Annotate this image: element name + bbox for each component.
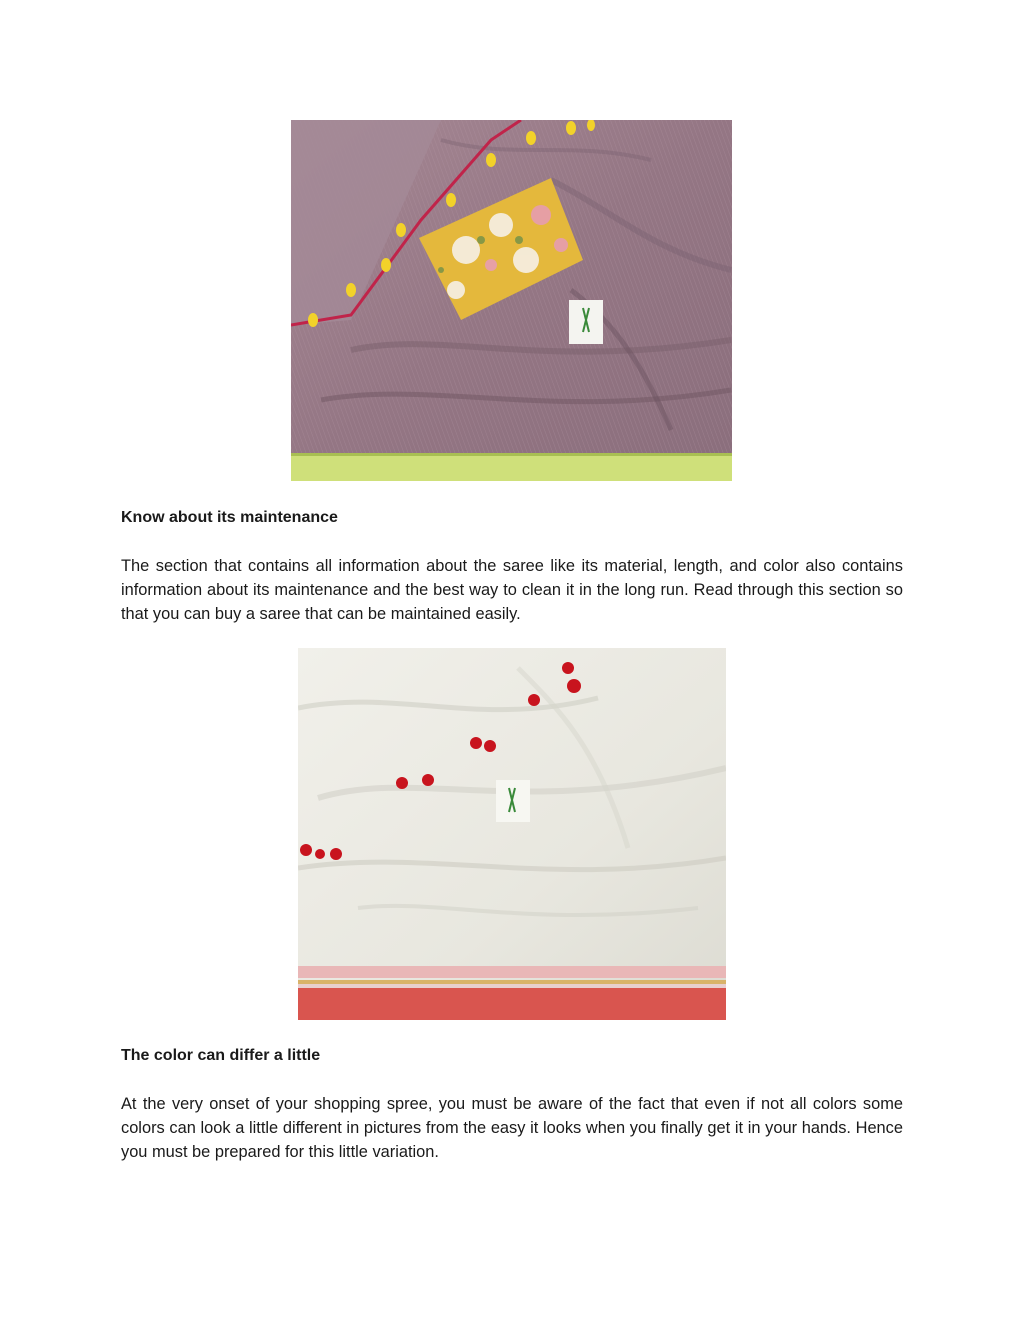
- section-heading: The color can differ a little: [121, 1047, 321, 1064]
- section-paragraph: At the very onset of your shopping spree, you must be aware of the fact that even if not all colors some colors can look a little different in pictures from the easy it looks when you finally get it in your hands. Hence you must be prepared for this little variation.: [121, 1095, 903, 1161]
- grey-saree-photo: [291, 120, 732, 481]
- section-paragraph: The section that contains all information about the saree like its material, length, and color also contains information about its maintenance and the best way to clean it in the long run. Read through this section so that you can buy a saree that can be maintained easily.: [121, 557, 903, 623]
- section-heading: Know about its maintenance: [121, 509, 338, 526]
- white-saree-photo: [298, 648, 726, 1020]
